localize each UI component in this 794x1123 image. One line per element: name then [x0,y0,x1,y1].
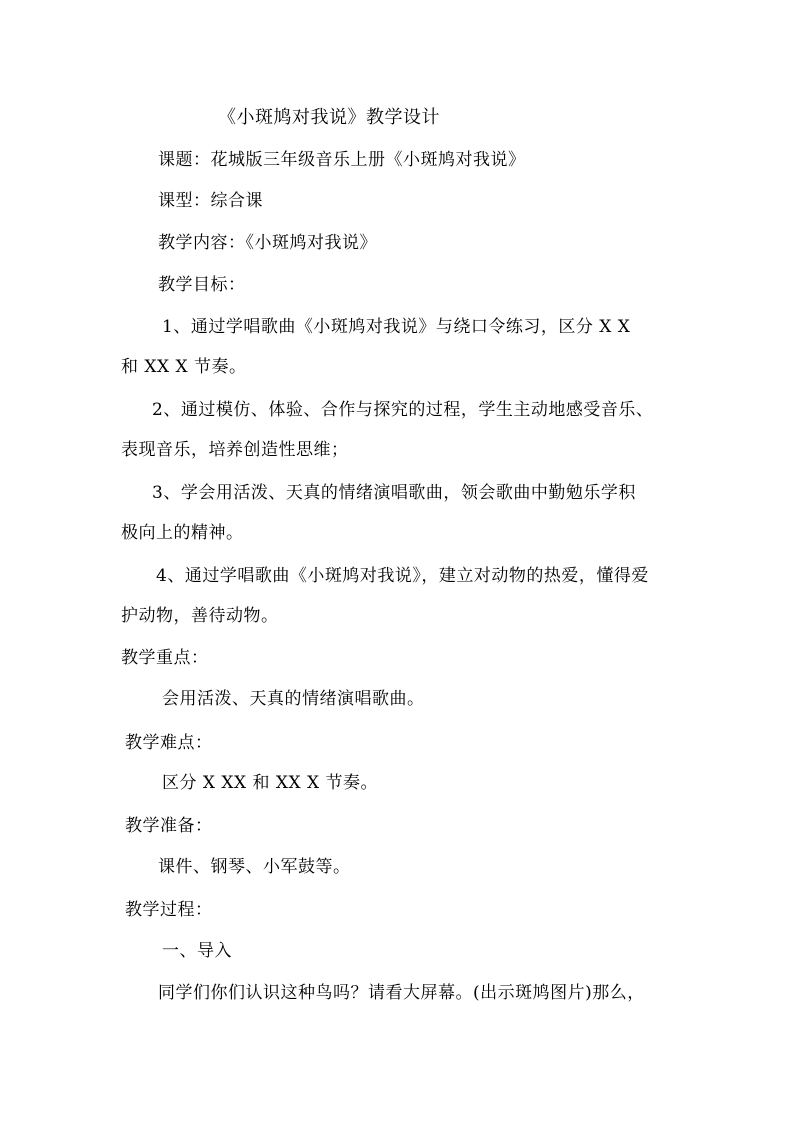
lesson-type: 课型：综合课 [158,191,263,211]
objectives-heading: 教学目标： [158,275,246,295]
difficulty-heading: 教学难点： [125,733,213,753]
objective-4-line-2: 护动物，善待动物。 [121,606,279,626]
objective-2-line-1: 2、通过模仿、体验、合作与探究的过程，学生主动地感受音乐、 [152,400,654,420]
key-point-heading: 教学重点： [121,648,209,668]
document-title: 《小斑鸠对我说》教学设计 [218,107,440,128]
objective-3-line-1: 3、学会用活泼、天真的情绪演唱歌曲，领会歌曲中勤勉乐学积 [152,483,636,503]
objective-1-line-1: 1、通过学唱歌曲《小斑鸠对我说》与绕口令练习，区分 X X [162,317,631,337]
difficulty-text: 区分 X XX 和 XX X 节奏。 [162,773,379,793]
objective-4-line-1: 4、通过学唱歌曲《小斑鸠对我说》，建立对动物的热爱，懂得爱 [156,566,649,586]
teaching-content: 教学内容：《小斑鸠对我说》 [158,233,377,253]
section-one-heading: 一、导入 [162,941,232,961]
preparation-text: 课件、钢琴、小军鼓等。 [158,857,351,877]
preparation-heading: 教学准备： [125,816,213,836]
objective-3-line-2: 极向上的精神。 [121,523,244,543]
objective-1-line-2: 和 XX X 节奏。 [121,357,247,377]
lesson-topic: 课题：花城版三年级音乐上册《小斑鸠对我说》 [158,150,526,170]
process-heading: 教学过程： [125,900,213,920]
intro-text: 同学们你们认识这种鸟吗？请看大屏幕。(出示斑鸠图片)那么， [158,983,645,1003]
objective-2-line-2: 表现音乐，培养创造性思维； [121,440,349,460]
key-point-text: 会用活泼、天真的情绪演唱歌曲。 [162,689,425,709]
